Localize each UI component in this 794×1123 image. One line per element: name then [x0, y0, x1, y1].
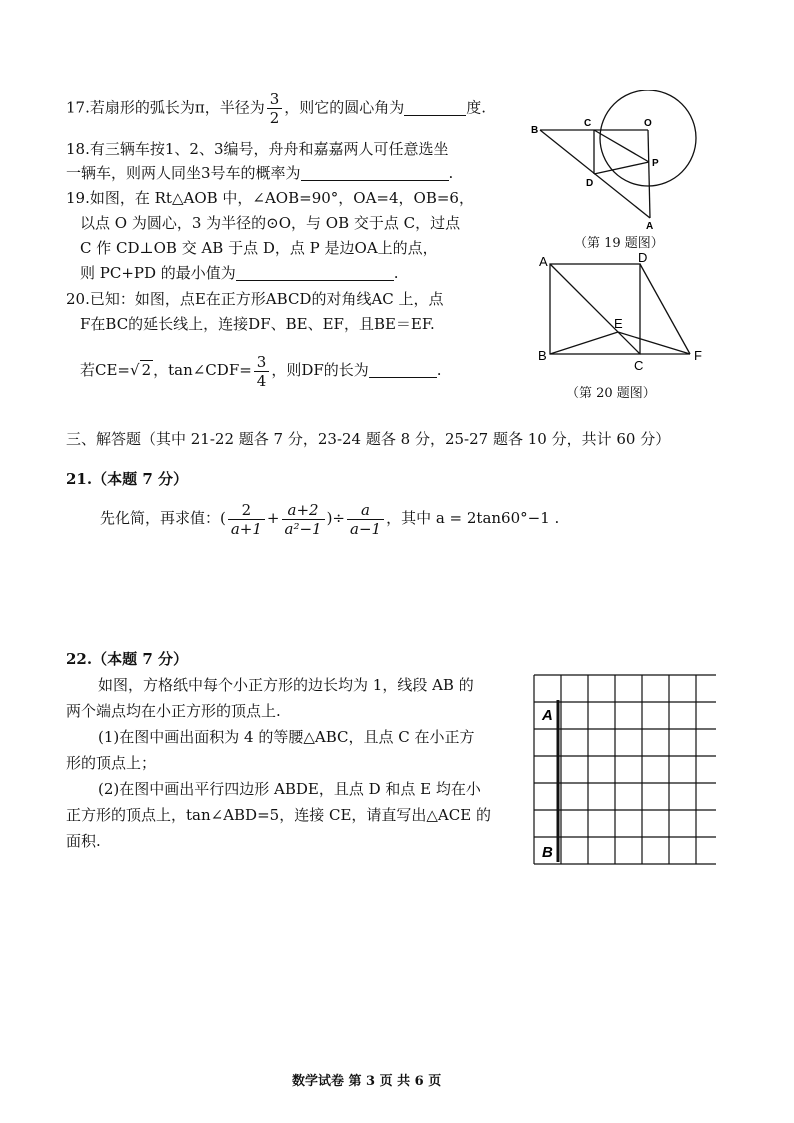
q18-answer-blank[interactable]	[301, 164, 449, 181]
q19-line2: 以点 O 为圆心，3 为半径的⊙O，与 OB 交于点 C，过点	[80, 214, 461, 232]
q20-cond-c: ，则DF的长为	[271, 361, 369, 379]
q17-text-b: ，则它的圆心角为	[284, 98, 405, 117]
q20-label-e: E	[614, 316, 623, 331]
q19-segment-dp	[594, 162, 649, 174]
q20-answer-blank[interactable]	[369, 361, 437, 378]
q21-f2-den: a²−1	[282, 519, 325, 538]
q20-fraction	[254, 353, 270, 390]
q20-label-b: B	[538, 348, 547, 363]
q22-p2: 两个端点均在小正方形的顶点上.	[66, 702, 281, 720]
q19-label-p: P	[652, 158, 659, 169]
q17-frac-num: 3	[269, 90, 280, 108]
q22-p6: 正方形的顶点上，tan∠ABD=5，连接 CE，请直写出△ACE 的	[66, 806, 491, 824]
q20-cond-b: ，tan∠CDF=	[153, 361, 252, 379]
q18-end: .	[448, 164, 454, 182]
q20-line2: F在BC的延长线上，连接DF、BE、EF，且BE＝EF.	[80, 315, 435, 333]
q18-line2-text: 一辆车，则两人同坐3号车的概率为	[66, 164, 301, 182]
q22-grid	[532, 673, 716, 867]
q22-p5: (2)在图中画出平行四边形 ABDE，且点 D 和点 E 均在小	[98, 780, 481, 798]
q20-label-a: A	[539, 254, 548, 269]
q20-sqrt-arg: 2	[141, 361, 152, 379]
q22-p3: (1)在图中画出面积为 4 的等腰△ABC，且点 C 在小正方	[98, 728, 475, 746]
q17-text-a: 17.若扇形的弧长为π，半径为	[66, 98, 265, 117]
q20-end: .	[436, 361, 442, 379]
q19-answer-blank[interactable]	[236, 264, 394, 281]
q20-condition	[80, 352, 442, 390]
q21-title: 21.（本题 7 分）	[66, 470, 188, 488]
q20-label-f: F	[694, 348, 702, 363]
q22-p1: 如图，方格纸中每个小正方形的边长均为 1，线段 AB 的	[98, 676, 474, 694]
section3-heading: 三、解答题（其中 21-22 题各 7 分，23-24 题各 8 分，25-27 题各 10 分，共计 60 分）	[66, 430, 671, 448]
q19-figure	[528, 90, 700, 230]
q19-line3: C 作 CD⊥OB 交 AB 于点 D，点 P 是边OA上的点，	[80, 239, 438, 257]
q20-cond-a: 若CE=	[80, 361, 130, 379]
q21-f3-num: a	[361, 500, 370, 519]
q19-line1: 19.如图，在 Rt△AOB 中，∠AOB=90°，OA=4，OB=6，	[66, 189, 474, 207]
question-17	[66, 90, 486, 127]
q22-p4: 形的顶点上；	[66, 754, 157, 772]
q21-expression	[100, 496, 559, 540]
q20-figure	[534, 252, 710, 376]
q21-f2-num: a+2	[287, 500, 319, 519]
q19-label-a: A	[646, 221, 654, 230]
q19-segment-oa	[648, 130, 650, 218]
q19-caption: （第 19 题图）	[574, 236, 664, 251]
q21-plus: +	[266, 509, 280, 527]
q20-segment-be	[550, 332, 618, 354]
q19-end: .	[393, 264, 399, 282]
q21-f1-num: 2	[241, 500, 252, 519]
page-footer: 数学试卷 第 3 页 共 6 页	[292, 1074, 442, 1089]
q17-frac-den: 2	[267, 108, 283, 127]
q20-label-d: D	[638, 252, 648, 265]
q21-f3-den: a−1	[347, 519, 384, 538]
q20-frac-den: 4	[254, 371, 270, 390]
q21-suffix: ，其中 a = 2tan60°−1 .	[386, 509, 560, 527]
q17-text-c: 度.	[466, 98, 487, 117]
q21-fraction-1	[228, 501, 265, 538]
q20-sqrt: √ 2	[130, 361, 152, 379]
q22-grid-lines	[534, 675, 716, 864]
q21-fraction-2	[282, 501, 325, 538]
q17-answer-blank[interactable]	[404, 99, 466, 116]
q21-fraction-3	[347, 501, 384, 538]
q22-title: 22.（本题 7 分）	[66, 650, 188, 668]
q18-line2	[66, 162, 453, 184]
q21-prefix: 先化简，再求值：(	[100, 509, 226, 527]
q19-line4	[80, 262, 399, 284]
q17-fraction	[267, 90, 283, 127]
q22-p7: 面积.	[66, 832, 101, 850]
q19-label-o: O	[644, 118, 652, 129]
q20-diagonal-ac	[550, 264, 640, 354]
q20-line1: 20.已知：如图，点E在正方形ABCD的对角线AC 上，点	[66, 290, 444, 308]
q19-label-c: C	[584, 118, 592, 129]
q19-label-d: D	[586, 178, 594, 189]
q22-label-a: A	[542, 707, 553, 724]
q20-label-c: C	[634, 358, 644, 373]
q22-label-b: B	[542, 844, 553, 861]
q20-caption: （第 20 题图）	[566, 386, 656, 401]
q19-line4-text: 则 PC+PD 的最小值为	[80, 264, 236, 282]
q21-div: )÷	[326, 509, 345, 527]
q20-frac-num: 3	[256, 352, 267, 371]
q21-f1-den: a+1	[228, 519, 265, 538]
q19-label-b: B	[531, 125, 539, 136]
q18-line1: 18.有三辆车按1、2、3编号，舟舟和嘉嘉两人可任意选坐	[66, 140, 449, 158]
q19-segment-cp	[594, 130, 649, 162]
